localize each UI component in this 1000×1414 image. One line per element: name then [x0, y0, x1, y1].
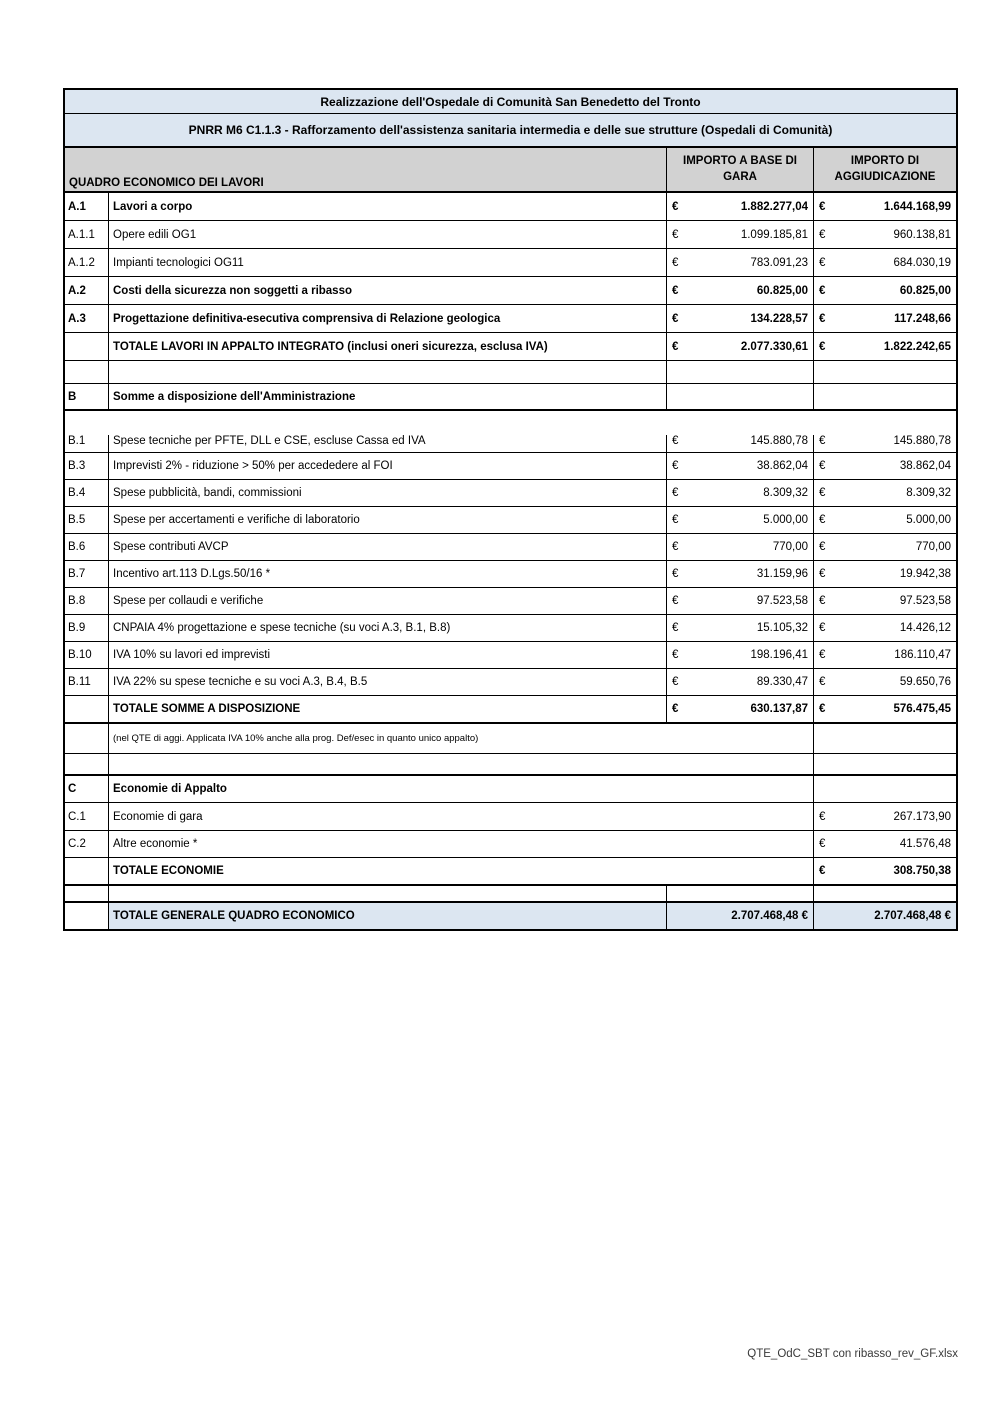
amount-base-cell — [667, 903, 814, 929]
amount-value: 1.099.185,81 — [740, 228, 808, 241]
amount-value: 8.309,32 — [906, 487, 951, 499]
table-row-a2 — [65, 277, 956, 305]
euro-symbol: € — [819, 514, 826, 526]
row-desc: Spese pubblicità, bandi, commissioni — [109, 480, 667, 506]
euro-symbol: € — [819, 312, 826, 325]
euro-symbol: € — [819, 865, 826, 877]
table-row-b3 — [65, 453, 956, 480]
euro-symbol: € — [672, 622, 679, 634]
amount-agg-cell — [814, 615, 956, 641]
euro-symbol: € — [672, 228, 679, 241]
row-code: B — [65, 384, 109, 409]
row-desc — [109, 754, 814, 774]
table-row-a3 — [65, 305, 956, 333]
euro-symbol: € — [819, 676, 826, 688]
amount-value: 14.426,12 — [899, 622, 951, 634]
row-code: A.1.1 — [65, 221, 109, 248]
row-code: A.1 — [65, 193, 109, 220]
row-desc: Spese tecniche per PFTE, DLL e CSE, escluse Cassa ed IVA — [109, 435, 667, 452]
row-desc: Altre economie * — [109, 831, 814, 857]
row-code: B.5 — [65, 507, 109, 533]
euro-symbol: € — [672, 676, 679, 688]
table-row-a11 — [65, 221, 956, 249]
euro-symbol: € — [672, 340, 679, 353]
row-desc: Economie di gara — [109, 803, 814, 830]
amount-agg-cell — [814, 886, 956, 901]
amount-value: 97.523,58 — [756, 595, 808, 607]
table-row-a12 — [65, 249, 956, 277]
amount-base-cell — [667, 480, 814, 506]
row-desc: TOTALE ECONOMIE — [109, 858, 814, 884]
euro-symbol: € — [819, 595, 826, 607]
amount-value: 630.137,87 — [750, 703, 808, 715]
amount-value: 15.105,32 — [756, 622, 808, 634]
row-code: B.3 — [65, 453, 109, 479]
table-row-b6 — [65, 534, 956, 561]
euro-symbol: € — [672, 568, 679, 580]
row-desc: Spese contributi AVCP — [109, 534, 667, 560]
amount-agg-cell — [814, 831, 956, 857]
table-header-row — [65, 148, 956, 193]
euro-symbol: € — [819, 838, 826, 850]
amount-value: 134.228,57 — [750, 312, 808, 325]
amount-value: 267.173,90 — [893, 810, 951, 823]
euro-symbol: € — [819, 622, 826, 634]
row-code — [65, 361, 109, 383]
amount-agg-cell — [814, 435, 956, 452]
table-row-b7 — [65, 561, 956, 588]
amount-value: 60.825,00 — [899, 284, 951, 297]
amount-agg-cell — [814, 384, 956, 409]
row-code: C — [65, 776, 109, 802]
amount-base-cell — [667, 277, 814, 304]
table-row-a1 — [65, 193, 956, 221]
euro-symbol: € — [672, 514, 679, 526]
row-desc: Somme a disposizione dell'Amministrazione — [109, 384, 667, 409]
row-code: C.2 — [65, 831, 109, 857]
euro-symbol: € — [819, 460, 826, 472]
amount-base-cell — [667, 886, 814, 901]
amount-base-cell — [667, 669, 814, 695]
amount-agg-cell — [814, 249, 956, 276]
amount-base-cell — [667, 384, 814, 409]
amount-agg-cell — [814, 193, 956, 220]
amount-value: 38.862,04 — [756, 460, 808, 472]
amount-agg-cell — [814, 588, 956, 614]
amount-agg-cell — [814, 361, 956, 383]
row-desc: Opere edili OG1 — [109, 221, 667, 248]
table-row-totale-generale — [65, 903, 956, 929]
euro-symbol: € — [672, 703, 679, 715]
euro-symbol: € — [672, 256, 679, 269]
table-row-totale-somme — [65, 696, 956, 724]
amount-agg-cell — [814, 480, 956, 506]
table-row-b — [65, 384, 956, 411]
table-row-b11 — [65, 669, 956, 696]
worksheet-page — [63, 88, 958, 931]
amount-value: 8.309,32 — [763, 487, 808, 499]
amount-value: 2.707.468,48 € — [731, 910, 808, 922]
euro-symbol: € — [819, 228, 826, 241]
row-code — [65, 886, 109, 901]
row-desc: Lavori a corpo — [109, 193, 667, 220]
amount-value: 576.475,45 — [893, 703, 951, 715]
amount-value: 41.576,48 — [899, 838, 951, 850]
amount-base-cell — [667, 305, 814, 332]
row-desc: TOTALE GENERALE QUADRO ECONOMICO — [109, 903, 667, 929]
amount-value: 783.091,23 — [750, 256, 808, 269]
amount-agg-cell — [814, 696, 956, 722]
euro-symbol: € — [672, 649, 679, 661]
table-row-b4 — [65, 480, 956, 507]
amount-base-cell — [667, 333, 814, 360]
amount-value: 1.822.242,65 — [883, 340, 951, 353]
amount-agg-cell — [814, 507, 956, 533]
row-code — [65, 858, 109, 884]
table-row-b10 — [65, 642, 956, 669]
row-desc: Progettazione definitiva-esecutiva comprensiva di Relazione geologica — [109, 305, 667, 332]
row-desc: Incentivo art.113 D.Lgs.50/16 * — [109, 561, 667, 587]
euro-symbol: € — [819, 284, 826, 297]
amount-agg-cell — [814, 277, 956, 304]
amount-base-cell — [667, 435, 814, 452]
amount-base-cell — [667, 696, 814, 722]
euro-symbol: € — [672, 595, 679, 607]
row-code: B.11 — [65, 669, 109, 695]
amount-value: 186.110,47 — [894, 649, 951, 661]
row-code: B.7 — [65, 561, 109, 587]
amount-agg-cell — [814, 534, 956, 560]
row-desc: Spese per accertamenti e verifiche di laboratorio — [109, 507, 667, 533]
amount-base-cell — [667, 615, 814, 641]
amount-agg-cell — [814, 903, 956, 929]
row-code: B.6 — [65, 534, 109, 560]
euro-symbol: € — [819, 541, 826, 553]
amount-value: 2.707.468,48 € — [874, 910, 951, 922]
euro-symbol: € — [819, 435, 826, 447]
table-row-totale-economie — [65, 858, 956, 886]
row-code — [65, 333, 109, 360]
amount-agg-cell — [814, 754, 956, 774]
euro-symbol: € — [819, 340, 826, 353]
amount-agg-cell — [814, 858, 956, 884]
amount-base-cell — [667, 453, 814, 479]
row-code — [65, 903, 109, 929]
amount-value: 89.330,47 — [756, 676, 808, 688]
amount-value: 97.523,58 — [899, 595, 951, 607]
amount-value: 198.196,41 — [750, 649, 808, 661]
table-row-b9 — [65, 615, 956, 642]
amount-agg-cell — [814, 776, 956, 802]
amount-value: 5.000,00 — [906, 514, 951, 526]
euro-symbol: € — [819, 200, 826, 213]
row-code: A.2 — [65, 277, 109, 304]
euro-symbol: € — [819, 487, 826, 499]
amount-value: 770,00 — [915, 541, 951, 553]
amount-value: 19.942,38 — [899, 568, 951, 580]
amount-value: 38.862,04 — [899, 460, 951, 472]
amount-value: 145.880,78 — [750, 435, 808, 447]
amount-value: 960.138,81 — [893, 228, 951, 241]
amount-value: 308.750,38 — [893, 865, 951, 877]
amount-agg-cell — [814, 221, 956, 248]
euro-symbol: € — [672, 487, 679, 499]
euro-symbol: € — [819, 810, 826, 823]
amount-value: 5.000,00 — [763, 514, 808, 526]
amount-base-cell — [667, 249, 814, 276]
column-header-quadro: QUADRO ECONOMICO DEI LAVORI — [65, 148, 667, 191]
row-code — [65, 724, 109, 753]
euro-symbol: € — [672, 460, 679, 472]
empty-row — [65, 754, 956, 776]
column-header-importo-aggiudicazione: IMPORTO DI AGGIUDICAZIONE — [834, 154, 936, 183]
amount-agg-cell — [814, 561, 956, 587]
table-row-b5 — [65, 507, 956, 534]
amount-value: 684.030,19 — [893, 256, 951, 269]
empty-row — [65, 361, 956, 384]
column-header-importo-base: IMPORTO A BASE DI GARA — [667, 148, 814, 191]
amount-agg-cell — [814, 669, 956, 695]
euro-symbol: € — [819, 568, 826, 580]
row-desc: Spese per collaudi e verifiche — [109, 588, 667, 614]
euro-symbol: € — [672, 435, 679, 447]
row-code: B.1 — [65, 435, 109, 452]
amount-value: 2.077.330,61 — [740, 340, 808, 353]
euro-symbol: € — [672, 200, 679, 213]
row-code: B.8 — [65, 588, 109, 614]
amount-agg-cell — [814, 305, 956, 332]
amount-value: 145.880,78 — [893, 435, 951, 447]
amount-base-cell — [667, 507, 814, 533]
table-row-note — [65, 724, 956, 754]
euro-symbol: € — [819, 256, 826, 269]
filename-footer: QTE_OdC_SBT con ribasso_rev_GF.xlsx — [747, 1348, 958, 1360]
amount-base-cell — [667, 642, 814, 668]
row-desc — [109, 361, 667, 383]
amount-base-cell — [667, 534, 814, 560]
row-code — [65, 754, 109, 774]
table-row — [65, 90, 956, 114]
amount-agg-cell — [814, 333, 956, 360]
row-desc: Economie di Appalto — [109, 776, 814, 802]
euro-symbol: € — [819, 649, 826, 661]
quadro-economico-table — [63, 88, 958, 931]
amount-value: 770,00 — [772, 541, 808, 553]
table-row-b1 — [65, 411, 956, 453]
row-code: B.4 — [65, 480, 109, 506]
row-desc — [109, 886, 667, 901]
table-row-c — [65, 776, 956, 803]
amount-agg-cell — [814, 803, 956, 830]
empty-row — [65, 886, 956, 903]
project-title: Realizzazione dell'Ospedale di Comunità San Benedetto del Tronto — [65, 90, 956, 113]
row-desc: Impianti tecnologici OG11 — [109, 249, 667, 276]
table-row-totale-lavori — [65, 333, 956, 361]
row-desc: IVA 22% su spese tecniche e su voci A.3, B.4, B.5 — [109, 669, 667, 695]
row-desc: IVA 10% su lavori ed imprevisti — [109, 642, 667, 668]
row-desc: TOTALE LAVORI IN APPALTO INTEGRATO (inclusi oneri sicurezza, esclusa IVA) — [109, 333, 667, 360]
amount-agg-cell — [814, 724, 956, 753]
amount-value: 60.825,00 — [756, 284, 808, 297]
row-desc: TOTALE SOMME A DISPOSIZIONE — [109, 696, 667, 722]
row-desc: CNPAIA 4% progettazione e spese tecniche (su voci A.3, B.1, B.8) — [109, 615, 667, 641]
qte-note: (nel QTE di aggi. Applicata IVA 10% anche alla prog. Def/esec in quanto unico appalto) — [109, 724, 814, 753]
amount-value: 1.644.168,99 — [883, 200, 951, 213]
pnrr-subtitle: PNRR M6 C1.1.3 - Rafforzamento dell'assistenza sanitaria intermedia e delle sue strutture (Ospedali di Comunità) — [65, 114, 956, 146]
table-row-c1 — [65, 803, 956, 831]
row-code: A.1.2 — [65, 249, 109, 276]
row-code: B.10 — [65, 642, 109, 668]
table-row — [65, 114, 956, 148]
amount-value: 31.159,96 — [756, 568, 808, 580]
table-row-c2 — [65, 831, 956, 858]
amount-base-cell — [667, 361, 814, 383]
amount-base-cell — [667, 193, 814, 220]
amount-base-cell — [667, 588, 814, 614]
table-row-b8 — [65, 588, 956, 615]
amount-base-cell — [667, 221, 814, 248]
row-code: B.9 — [65, 615, 109, 641]
amount-agg-cell — [814, 453, 956, 479]
row-code: C.1 — [65, 803, 109, 830]
amount-agg-cell — [814, 642, 956, 668]
euro-symbol: € — [672, 541, 679, 553]
amount-value: 1.882.277,04 — [740, 200, 808, 213]
euro-symbol: € — [672, 284, 679, 297]
amount-value: 117.248,66 — [894, 312, 951, 325]
row-code — [65, 696, 109, 722]
amount-value: 59.650,76 — [899, 676, 951, 688]
row-desc: Costi della sicurezza non soggetti a ribasso — [109, 277, 667, 304]
row-desc: Imprevisti 2% - riduzione > 50% per accededere al FOI — [109, 453, 667, 479]
amount-base-cell — [667, 561, 814, 587]
row-code: A.3 — [65, 305, 109, 332]
euro-symbol: € — [672, 312, 679, 325]
euro-symbol: € — [819, 703, 826, 715]
